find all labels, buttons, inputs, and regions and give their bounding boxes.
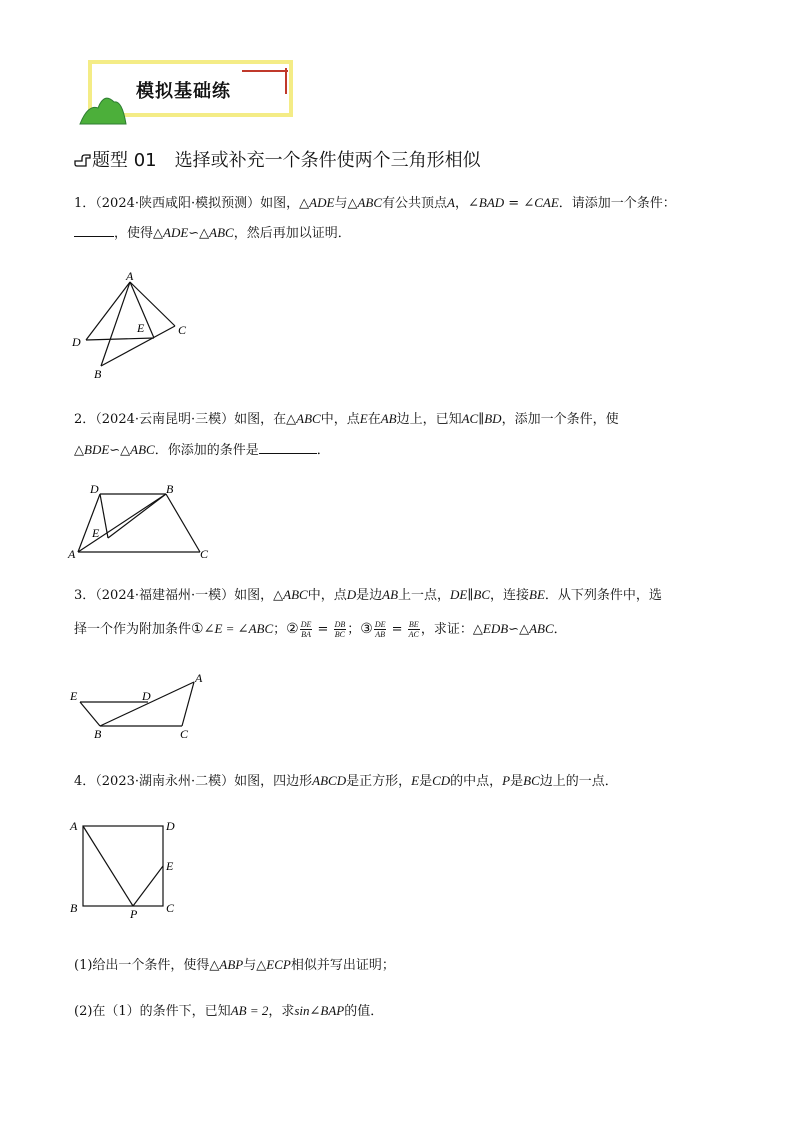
q1-label-b: B (94, 367, 102, 381)
q2-label-e: E (92, 526, 100, 540)
q2-answer-blank[interactable] (259, 441, 317, 454)
q2-line2: △BDE∽△ABC．你添加的条件是 ． (74, 442, 330, 458)
q4-label-b: B (70, 901, 78, 915)
q4-figure (66, 812, 196, 922)
q3-fraction-2: $\frac{DB}{BC}$ (334, 620, 346, 639)
q4-label-a: A (70, 819, 78, 833)
q4-label-p: P (130, 907, 138, 921)
q4-line1: 4．（2023·湖南永州·二模）如图，四边形ABCD是正方形，E是CD的中点，P是BC边上的一点． (74, 773, 618, 789)
pointing-hand-icon (74, 152, 92, 168)
q3-fraction-4: $\frac{BE}{AC}$ (408, 620, 419, 639)
hill-icon (78, 90, 128, 126)
section-title: 题型 01 选择或补充一个条件使两个三角形相似 (92, 150, 481, 171)
banner-title: 模拟基础练 (136, 81, 231, 102)
q1-label-c: C (178, 323, 187, 337)
q3-fraction-1: $\frac{DE}{BA}$ (300, 620, 312, 639)
q3-label-c: C (180, 727, 189, 741)
q3-line2: 择一个作为附加条件①∠E = ∠ABC；② $\frac{DE}{BA}$ = $\frac{DB}{BC}$ ；③ $\frac{DE}{AB}$ = $\frac{BE}{AC}$ ，求证：△EDB∽△ABC． (74, 620, 567, 639)
q1-label-d: D (72, 335, 81, 349)
q4-sub2: (2)在（1）的条件下，已知AB = 2，求sin∠BAP的值． (74, 1003, 384, 1019)
q1-figure (70, 268, 200, 383)
q1-line2: ，使得△ADE∽△ABC，然后再加以证明． (74, 224, 351, 243)
q2-label-a: A (68, 547, 76, 560)
q2-line1: 2．（2024·云南昆明·三模）如图，在△ABC中，点E在AB边上，已知AC∥BD，添加一个条件，使 (74, 411, 619, 427)
q4-label-c: C (166, 901, 175, 915)
q3-label-b: B (94, 727, 102, 741)
q4-sub1: (1)给出一个条件，使得△ABP与△ECP相似并写出证明； (74, 957, 395, 973)
banner-accent-lines (238, 66, 294, 96)
q4-label-e: E (166, 859, 174, 873)
q1-answer-blank[interactable] (74, 224, 114, 237)
q1-label-a: A (126, 269, 134, 283)
q1-line1: 1．（2024·陕西咸阳·模拟预测）如图，△ADE与△ABC有公共顶点A，∠BAD = ∠CAE．请添加一个条件： (74, 195, 676, 211)
q1-label-e: E (137, 321, 145, 335)
q2-label-b: B (166, 482, 174, 496)
q3-line1: 3．（2024·福建福州·一模）如图，△ABC中，点D是边AB上一点，DE∥BC，连接BE．从下列条件中，选 (74, 587, 662, 603)
q2-label-c: C (200, 547, 209, 560)
q4-label-d: D (166, 819, 175, 833)
q3-figure (66, 668, 216, 743)
q3-label-d: D (142, 689, 151, 703)
q3-fraction-3: $\frac{DE}{AB}$ (374, 620, 386, 639)
q3-label-a: A (195, 671, 203, 685)
q2-figure (66, 480, 216, 560)
q3-label-e: E (70, 689, 78, 703)
q2-label-d: D (90, 482, 99, 496)
